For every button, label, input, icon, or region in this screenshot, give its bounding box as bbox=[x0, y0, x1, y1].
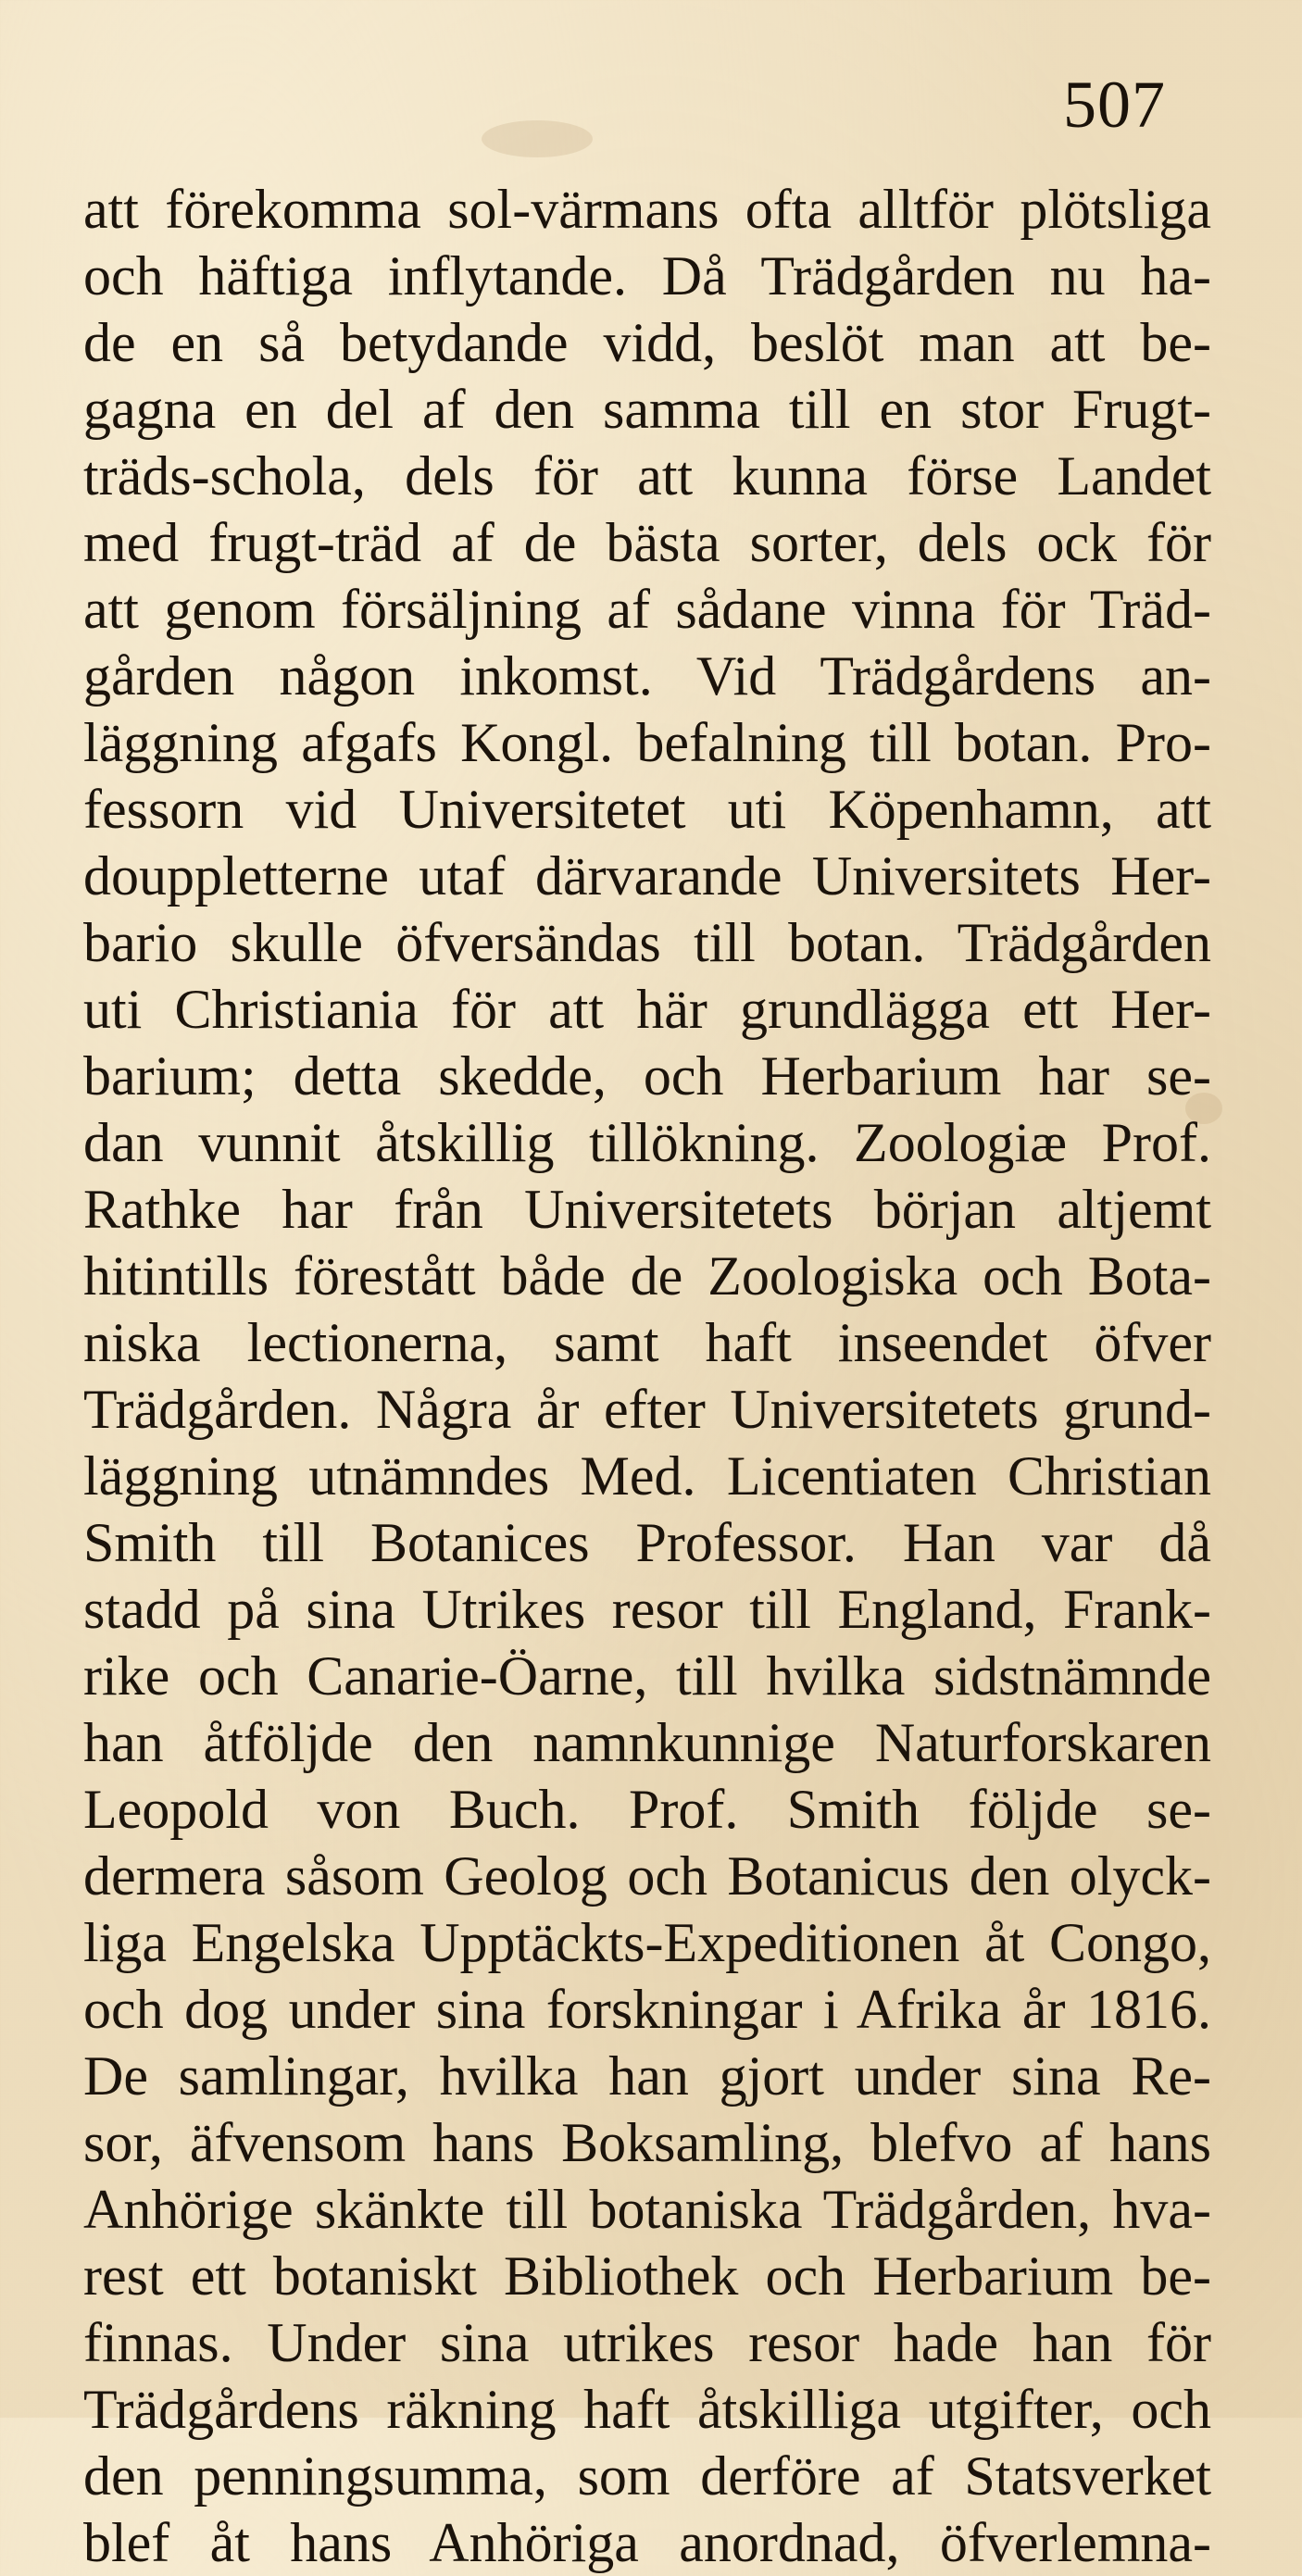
text-line: douppletterne utaf därvarande Universitets Her- bbox=[83, 845, 1211, 907]
text-line: att genom försäljning af sådane vinna för Träd- bbox=[83, 579, 1211, 640]
text-line: De samlingar, hvilka han gjort under sina Re- bbox=[83, 2045, 1211, 2107]
text-line: läggning afgafs Kongl. befalning till botan. Pro- bbox=[83, 712, 1211, 773]
text-line: läggning utnämndes Med. Licentiaten Christian bbox=[83, 1445, 1211, 1507]
text-line: stadd på sina Utrikes resor till England, Frank- bbox=[83, 1579, 1211, 1640]
text-line: finnas. Under sina utrikes resor hade han för bbox=[83, 2312, 1211, 2373]
page-number: 507 bbox=[1063, 68, 1166, 142]
text-line: dan vunnit åtskillig tillökning. Zoologiæ Prof. bbox=[83, 1112, 1211, 1173]
text-line: fessorn vid Universitetet uti Köpenhamn, att bbox=[83, 779, 1211, 840]
text-line: rike och Canarie-Öarne, till hvilka sidstnämnde bbox=[83, 1645, 1211, 1707]
text-line: Smith till Botanices Professor. Han var då bbox=[83, 1512, 1211, 1573]
text-line: med frugt-träd af de bästa sorter, dels ock för bbox=[83, 512, 1211, 573]
text-line: sor, äfvensom hans Boksamling, blefvo af hans bbox=[83, 2112, 1211, 2173]
text-line: uti Christiania för att här grundlägga ett Her- bbox=[83, 979, 1211, 1040]
text-line: och dog under sina forskningar i Afrika år 1816. bbox=[83, 1979, 1211, 2040]
text-line: barium; detta skedde, och Herbarium har se- bbox=[83, 1045, 1211, 1107]
text-line: den penningsumma, som derföre af Statsverket bbox=[83, 2445, 1211, 2507]
text-line: blef åt hans Anhöriga anordnad, öfverlemna- bbox=[83, 2512, 1211, 2573]
text-line: bario skulle öfversändas till botan. Trädgården bbox=[83, 912, 1211, 973]
text-line: Rathke har från Universitetets början altjemt bbox=[83, 1179, 1211, 1240]
text-line: han åtföljde den namnkunnige Naturforskaren bbox=[83, 1712, 1211, 1773]
text-line: gagna en del af den samma till en stor Frugt- bbox=[83, 379, 1211, 440]
text-line: hitintills förestått både de Zoologiska och Bota- bbox=[83, 1245, 1211, 1307]
text-line: träds-schola, dels för att kunna förse Landet bbox=[83, 445, 1211, 506]
text-line: Anhörige skänkte till botaniska Trädgården, hva- bbox=[83, 2179, 1211, 2240]
text-line: rest ett botaniskt Bibliothek och Herbarium be- bbox=[83, 2245, 1211, 2307]
body-text bbox=[83, 176, 1211, 2576]
text-line: och häftiga inflytande. Då Trädgården nu ha- bbox=[83, 245, 1211, 306]
text-line: liga Engelska Upptäckts-Expeditionen åt Congo, bbox=[83, 1912, 1211, 1973]
text-line: Trädgården. Några år efter Universitetets grund- bbox=[83, 1379, 1211, 1440]
paper-stain bbox=[482, 120, 593, 157]
text-line: gården någon inkomst. Vid Trädgårdens an- bbox=[83, 645, 1211, 707]
text-line: dermera såsom Geolog och Botanicus den olyck- bbox=[83, 1845, 1211, 1907]
text-line: Trädgårdens räkning haft åtskilliga utgifter, och bbox=[83, 2379, 1211, 2440]
text-line: att förekomma sol-värmans ofta alltför plötsliga bbox=[83, 179, 1211, 240]
text-line: Leopold von Buch. Prof. Smith följde se- bbox=[83, 1779, 1211, 1840]
text-line: de en så betydande vidd, beslöt man att be- bbox=[83, 312, 1211, 373]
text-line: niska lectionerna, samt haft inseendet öfver bbox=[83, 1312, 1211, 1373]
